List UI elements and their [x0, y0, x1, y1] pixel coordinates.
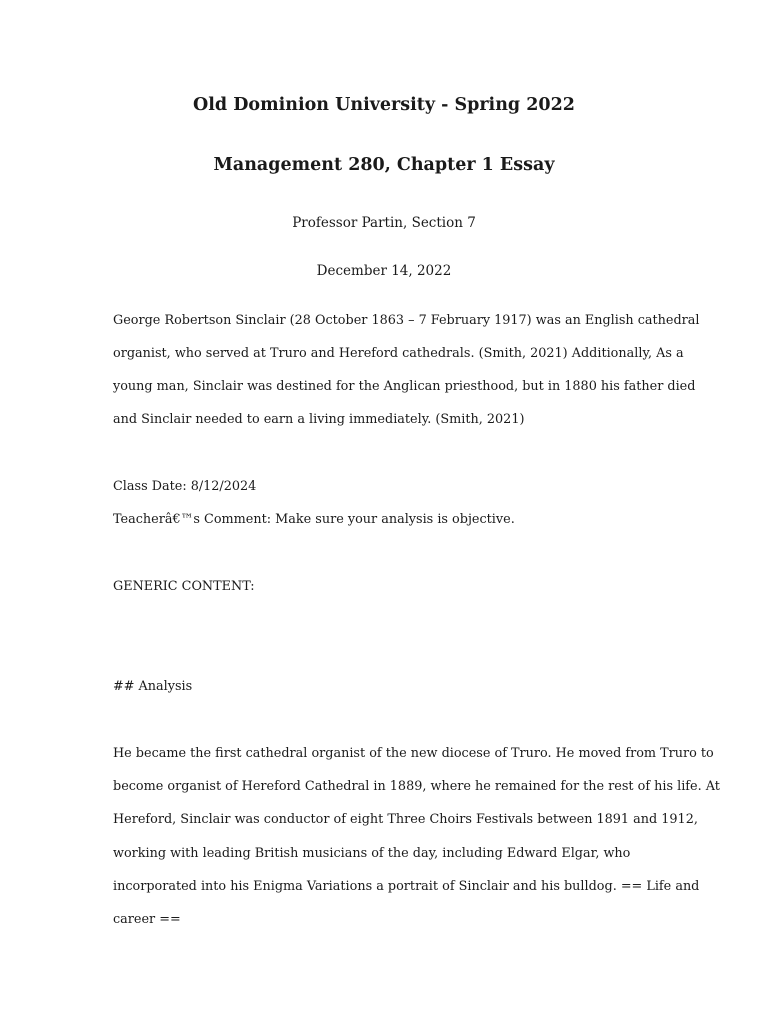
- paragraph-line: young man, Sinclair was destined for the Anglican priesthood, but in 1880 his father died: [113, 379, 696, 394]
- paragraph-line: organist, who served at Truro and Hereford cathedrals. (Smith, 2021) Additionally, As a: [113, 346, 684, 361]
- generic-content-label: GENERIC CONTENT:: [113, 579, 255, 594]
- teacher-comment: Teacherâ€™s Comment: Make sure your analysis is objective.: [113, 512, 515, 527]
- professor-section: Professor Partin, Section 7: [292, 215, 476, 231]
- paragraph-line: Hereford, Sinclair was conductor of eight Three Choirs Festivals between 1891 and 1912,: [113, 812, 698, 827]
- university-title: Old Dominion University - Spring 2022: [193, 95, 575, 115]
- paragraph-line: working with leading British musicians of the day, including Edward Elgar, who: [113, 846, 631, 861]
- paragraph-line: become organist of Hereford Cathedral in 1889, where he remained for the rest of his life. At: [113, 779, 720, 794]
- class-date: Class Date: 8/12/2024: [113, 479, 257, 494]
- paragraph-line: career ==: [113, 912, 181, 927]
- section-heading: ## Analysis: [113, 679, 193, 694]
- paragraph-line: incorporated into his Enigma Variations a portrait of Sinclair and his bulldog. == Life and: [113, 879, 700, 894]
- document-date: December 14, 2022: [316, 263, 452, 279]
- paragraph-line: He became the first cathedral organist of the new diocese of Truro. He moved from Truro to: [113, 746, 714, 761]
- paragraph-line: George Robertson Sinclair (28 October 1863 – 7 February 1917) was an English cathedral: [113, 313, 700, 328]
- paragraph-line: and Sinclair needed to earn a living immediately. (Smith, 2021): [113, 412, 525, 427]
- course-title: Management 280, Chapter 1 Essay: [213, 155, 555, 175]
